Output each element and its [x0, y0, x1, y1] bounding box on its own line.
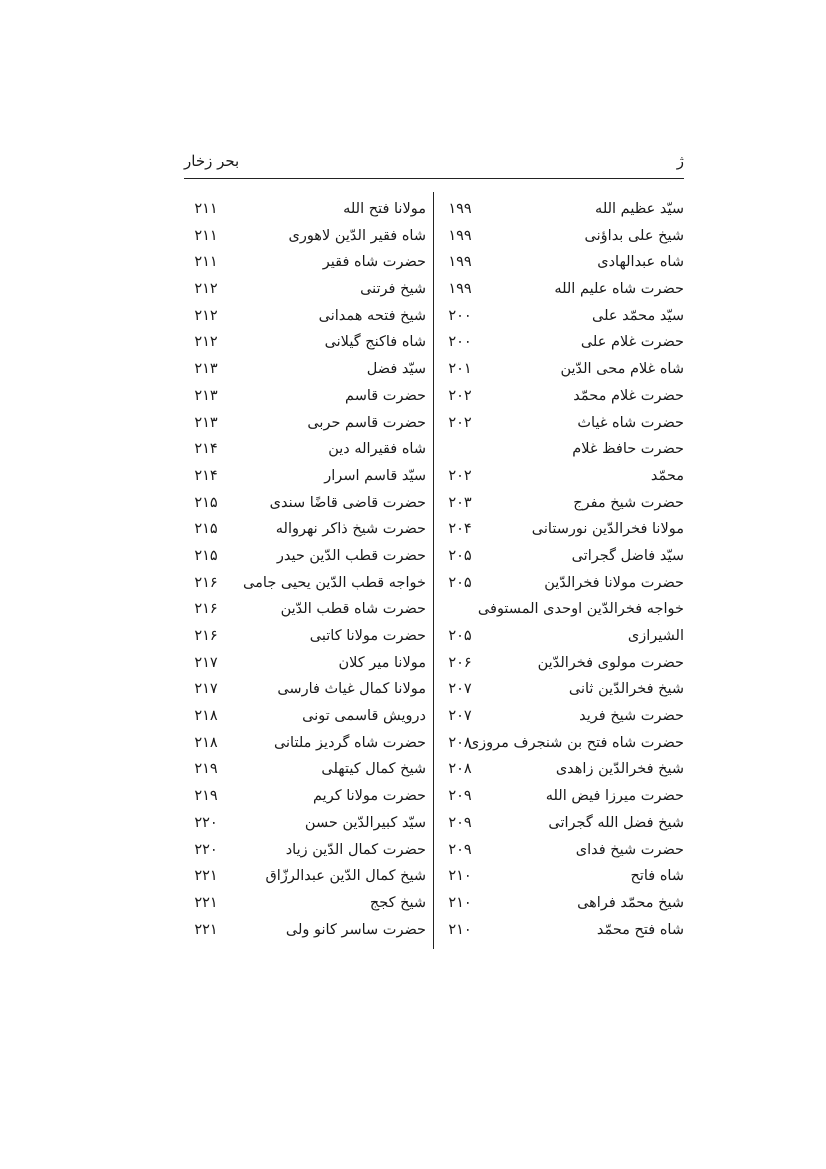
contents-entry [439, 436, 684, 463]
entry-page-number: ۲۱۲ [194, 281, 218, 298]
contents-entry [439, 543, 684, 570]
contents-entry [439, 249, 684, 276]
entry-page-number: ۲۰۳ [448, 494, 472, 511]
entry-page-number: ۲۲۱ [194, 868, 218, 885]
entry-page-number: ۲۱۲ [194, 307, 218, 324]
contents-column-right [439, 196, 684, 943]
contents-entry [439, 810, 684, 837]
entry-name: حضرت کمال الدّین زیاد [285, 841, 426, 858]
contents-entry [186, 436, 426, 463]
contents-entry [186, 383, 426, 410]
entry-name: شیخ فتحه همدانی [318, 307, 426, 324]
entry-name: حضرت مولوی فخرالدّین [537, 654, 684, 671]
entry-name: الشیرازی [627, 628, 684, 644]
entry-page-number: ۲۱۱ [194, 254, 218, 271]
entry-name: حضرت شیخ مفرج [573, 494, 684, 511]
entry-page-number: ۲۱۷ [194, 654, 218, 671]
entry-page-number: ۲۱۵ [194, 521, 218, 538]
entry-page-number: ۱۹۹ [448, 201, 472, 217]
entry-name: حضرت حافظ غلام [572, 441, 684, 458]
entry-page-number: ۲۰۶ [448, 654, 472, 671]
entry-name: حضرت قاسم حربی [307, 414, 426, 431]
contents-entry [186, 516, 426, 543]
entry-page-number: ۲۱۳ [194, 414, 218, 431]
contents-entry [186, 890, 426, 917]
entry-page-number: ۲۱۳ [194, 361, 218, 378]
column-divider [433, 192, 434, 949]
entry-name: حضرت قاضی قاضًا سندی [269, 494, 426, 511]
entry-page-number: ۱۹۹ [448, 281, 472, 298]
contents-entry [186, 276, 426, 303]
entry-page-number: ۲۱۱ [194, 201, 218, 217]
entry-name: مولانا فخرالدّین نورستانی [531, 521, 684, 538]
entry-name: حضرت مولانا کاتبی [309, 628, 426, 644]
entry-name: شیخ کمال الدّین عبدالرزّاق [265, 868, 426, 885]
entry-name: شیخ فخرالدّین زاهدی [555, 761, 684, 778]
contents-entry [186, 596, 426, 623]
entry-name: حضرت مولانا فخرالدّین [544, 574, 684, 591]
entry-name: سیّد فاضل گجراتی [571, 547, 684, 564]
entry-name: سیّد کبیرالدّین حسن [304, 814, 426, 831]
entry-name: حضرت شاه فقیر [322, 254, 426, 271]
entry-name: شاه فاکنج گیلانی [324, 334, 426, 351]
entry-page-number: ۱۹۹ [448, 254, 472, 271]
contents-entry [186, 837, 426, 864]
contents-entry [186, 490, 426, 517]
contents-entry [186, 650, 426, 677]
entry-name: حضرت شاه گردیز ملتانی [273, 734, 426, 751]
entry-name: حضرت قطب الدّین حیدر [276, 547, 426, 564]
entry-page-number: ۱۹۹ [448, 227, 472, 244]
entry-name: شاه فقیر الدّین لاهوری [288, 227, 426, 244]
entry-page-number: ۲۱۲ [194, 334, 218, 351]
entry-page-number: ۲۱۸ [194, 708, 218, 725]
contents-entry [439, 676, 684, 703]
contents-entry [439, 196, 684, 223]
entry-name: شیخ علی بداؤنی [584, 227, 684, 244]
entry-page-number: ۲۲۱ [194, 894, 218, 911]
entry-name: شیخ فرتنی [360, 281, 426, 298]
entry-name: حضرت غلام علی [580, 334, 684, 351]
contents-entry [439, 917, 684, 944]
entry-name: حضرت ساسر کانو ولی [285, 921, 426, 938]
entry-page-number: ۲۰۵ [448, 574, 472, 591]
contents-entry [439, 223, 684, 250]
contents-entry [439, 276, 684, 303]
contents-entry [439, 650, 684, 677]
contents-entry [439, 463, 684, 490]
entry-name: حضرت غلام محمّد [573, 387, 684, 404]
header-rule [184, 178, 684, 179]
entry-page-number: ۲۱۵ [194, 494, 218, 511]
entry-page-number: ۲۲۰ [194, 814, 218, 831]
contents-entry [439, 783, 684, 810]
contents-entry [439, 756, 684, 783]
entry-name: درویش قاسمی تونی [302, 708, 426, 725]
entry-name: مولانا میر کلان [338, 654, 426, 671]
contents-entry [186, 223, 426, 250]
contents-column-left [186, 196, 426, 943]
contents-entry [186, 863, 426, 890]
entry-name: شیخ فضل الله گجراتی [548, 814, 684, 831]
entry-name: حضرت شاه علیم الله [554, 281, 684, 298]
entry-page-number: ۲۱۶ [194, 628, 218, 644]
entry-page-number: ۲۱۸ [194, 734, 218, 751]
entry-page-number: ۲۱۰ [448, 894, 472, 911]
entry-name: سیّد فضل [366, 361, 426, 378]
entry-name: حضرت شیخ فدای [575, 841, 684, 858]
contents-entry [186, 676, 426, 703]
entry-name: شیخ کمال کیتهلی [321, 761, 426, 778]
contents-entry [439, 383, 684, 410]
entry-name: حضرت شاه فتح بن شنجرف مروزی [467, 734, 684, 751]
entry-page-number: ۲۰۰ [448, 307, 472, 324]
contents-entry [186, 570, 426, 597]
contents-entry [439, 837, 684, 864]
entry-name: مولانا کمال غیاث فارسی [277, 681, 426, 698]
entry-name: شاه فقیراله دین [328, 441, 426, 458]
contents-entry [186, 356, 426, 383]
entry-page-number: ۲۰۹ [448, 814, 472, 831]
contents-entry [439, 863, 684, 890]
contents-entry [186, 730, 426, 757]
entry-page-number: ۲۱۷ [194, 681, 218, 698]
contents-entry [439, 329, 684, 356]
contents-entry [186, 623, 426, 650]
entry-name: شیخ محمّد فراهی [577, 894, 684, 911]
book-title: بحر زخار [184, 152, 240, 170]
contents-entry [186, 410, 426, 437]
entry-name: سیّد قاسم اسرار [324, 467, 426, 484]
entry-name: حضرت شاه قطب الدّین [280, 601, 426, 618]
contents-entry [186, 463, 426, 490]
page-letter: ژ [676, 152, 684, 170]
contents-entry [439, 730, 684, 757]
entry-name: مولانا فتح الله [343, 201, 426, 217]
entry-page-number: ۲۱۳ [194, 387, 218, 404]
entry-page-number: ۲۰۷ [448, 681, 472, 698]
entry-page-number: ۲۰۲ [448, 387, 472, 404]
entry-page-number: ۲۱۱ [194, 227, 218, 244]
entry-name: سیّد محمّد علی [591, 307, 684, 324]
entry-page-number: ۲۱۴ [194, 441, 218, 458]
contents-entry [186, 196, 426, 223]
contents-entry [439, 516, 684, 543]
entry-page-number: ۲۱۰ [448, 868, 472, 885]
contents-entry [186, 329, 426, 356]
entry-page-number: ۲۰۲ [448, 467, 472, 484]
contents-entry [186, 756, 426, 783]
contents-entry [186, 783, 426, 810]
entry-page-number: ۲۰۸ [448, 734, 472, 751]
entry-name: خواجه قطب الدّین یحیی جامی [243, 574, 426, 591]
entry-name: شیخ کجج [369, 894, 426, 911]
entry-page-number: ۲۲۱ [194, 921, 218, 938]
contents-entry [186, 543, 426, 570]
entry-name: حضرت قاسم [345, 387, 426, 404]
entry-page-number: ۲۰۲ [448, 414, 472, 431]
contents-entry [186, 810, 426, 837]
contents-entry [439, 303, 684, 330]
contents-entry [439, 356, 684, 383]
contents-entry [439, 410, 684, 437]
entry-page-number: ۲۰۵ [448, 547, 472, 564]
entry-name: سیّد عظیم الله [595, 201, 684, 217]
entry-name: محمّد [650, 467, 684, 484]
entry-name: حضرت میرزا فیض الله [545, 788, 684, 805]
contents-entry [439, 703, 684, 730]
entry-page-number: ۲۱۹ [194, 788, 218, 805]
entry-name: شاه عبدالهادی [597, 254, 684, 271]
entry-page-number: ۲۱۵ [194, 547, 218, 564]
contents-entry [439, 570, 684, 597]
contents-entry [186, 917, 426, 944]
contents-entry [186, 303, 426, 330]
entry-page-number: ۲۰۹ [448, 788, 472, 805]
entry-page-number: ۲۱۹ [194, 761, 218, 778]
entry-name: حضرت شیخ ذاکر نهرواله [275, 521, 426, 538]
entry-page-number: ۲۰۹ [448, 841, 472, 858]
entry-page-number: ۲۲۰ [194, 841, 218, 858]
entry-page-number: ۲۰۸ [448, 761, 472, 778]
contents-entry [186, 249, 426, 276]
contents-entry [439, 890, 684, 917]
entry-name: شاه غلام محی الدّین [560, 361, 684, 378]
contents-entry [439, 490, 684, 517]
contents-entry [439, 596, 684, 623]
entry-name: حضرت شیخ فرید [579, 708, 684, 725]
entry-name: خواجه فخرالدّین اوحدی المستوفی [477, 601, 684, 618]
contents-entry [186, 703, 426, 730]
entry-page-number: ۲۰۷ [448, 708, 472, 725]
running-header [184, 150, 684, 178]
entry-page-number: ۲۱۰ [448, 921, 472, 938]
entry-name: حضرت شاه غیاث [577, 414, 684, 431]
entry-page-number: ۲۰۴ [448, 521, 472, 538]
entry-name: شاه فتح محمّد [596, 921, 684, 938]
entry-name: شاه فاتح [630, 868, 684, 885]
entry-page-number: ۲۰۱ [448, 361, 472, 378]
entry-name: حضرت مولانا کریم [313, 788, 426, 805]
entry-page-number: ۲۰۰ [448, 334, 472, 351]
entry-name: شیخ فخرالدّین ثانی [568, 681, 684, 698]
entry-page-number: ۲۰۵ [448, 628, 472, 644]
entry-page-number: ۲۱۶ [194, 601, 218, 618]
contents-entry [439, 623, 684, 650]
entry-page-number: ۲۱۶ [194, 574, 218, 591]
entry-page-number: ۲۱۴ [194, 467, 218, 484]
